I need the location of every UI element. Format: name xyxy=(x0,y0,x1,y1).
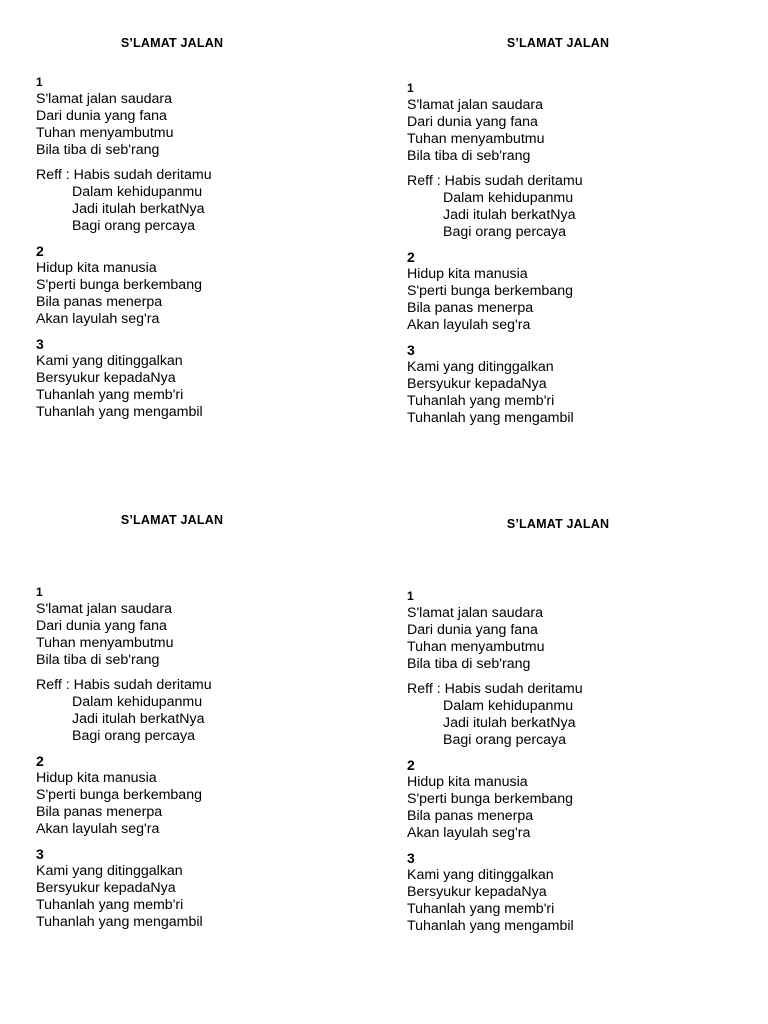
lyric-line: Dari dunia yang fana xyxy=(36,108,167,124)
lyric-line: S'lamat jalan saudara xyxy=(407,605,543,621)
lyric-line: Tuhan menyambutmu xyxy=(407,131,545,147)
lyric-line: Bagi orang percaya xyxy=(443,224,567,240)
song-title: S’LAMAT JALAN xyxy=(120,513,224,527)
verse-number: 3 xyxy=(36,846,44,862)
verse-number: 3 xyxy=(407,850,415,866)
lyric-line: Hidup kita manusia xyxy=(407,266,528,282)
lyric-line: Bagi orang percaya xyxy=(443,732,567,748)
lyric-line: Bersyukur kepadaNya xyxy=(407,884,547,900)
lyric-line: S'perti bunga berkembang xyxy=(407,283,573,299)
lyric-line: Akan layulah seg'ra xyxy=(407,317,531,333)
verse-number: 3 xyxy=(36,336,44,352)
lyric-line: S'lamat jalan saudara xyxy=(407,97,543,113)
lyric-line: S'perti bunga berkembang xyxy=(36,787,202,803)
lyric-line: Hidup kita manusia xyxy=(407,774,528,790)
lyric-line: Tuhanlah yang memb'ri xyxy=(407,901,555,917)
song-title: S’LAMAT JALAN xyxy=(120,36,224,50)
lyric-line: Jadi itulah berkatNya xyxy=(443,207,576,223)
lyric-line: Bagi orang percaya xyxy=(72,218,196,234)
lyric-line: Akan layulah seg'ra xyxy=(407,825,531,841)
verse-number: 1 xyxy=(36,75,43,89)
lyric-line: Kami yang ditinggalkan xyxy=(407,867,554,883)
lyric-line: Kami yang ditinggalkan xyxy=(36,863,183,879)
lyric-line: Bila tiba di seb'rang xyxy=(407,656,531,672)
lyric-line: Tuhan menyambutmu xyxy=(36,125,174,141)
lyric-line: Tuhanlah yang memb'ri xyxy=(36,387,184,403)
lyric-line: Bila panas menerpa xyxy=(36,804,163,820)
lyrics-body xyxy=(36,74,366,421)
verse-number: 2 xyxy=(407,757,415,773)
reff-line: Reff : Habis sudah deritamu xyxy=(407,681,583,697)
lyric-line: Dari dunia yang fana xyxy=(407,622,538,638)
lyric-line: S'perti bunga berkembang xyxy=(36,277,202,293)
lyric-line: Dari dunia yang fana xyxy=(407,114,538,130)
verse-number: 1 xyxy=(407,81,414,95)
lyric-line: Tuhanlah yang mengambil xyxy=(407,410,574,426)
lyric-line: Jadi itulah berkatNya xyxy=(72,711,205,727)
lyric-line: Hidup kita manusia xyxy=(36,770,157,786)
lyric-line: Tuhanlah yang mengambil xyxy=(36,914,203,930)
lyric-line: Bila tiba di seb'rang xyxy=(36,652,160,668)
song-title: S’LAMAT JALAN xyxy=(506,36,610,50)
song-title: S’LAMAT JALAN xyxy=(506,517,610,531)
lyric-line: Bagi orang percaya xyxy=(72,728,196,744)
lyric-line: Dari dunia yang fana xyxy=(36,618,167,634)
lyric-line: Tuhanlah yang mengambil xyxy=(407,918,574,934)
lyric-line: Dalam kehidupanmu xyxy=(72,184,203,200)
lyric-line: Dalam kehidupanmu xyxy=(443,698,574,714)
lyrics-body xyxy=(407,588,737,935)
lyric-line: Akan layulah seg'ra xyxy=(36,821,160,837)
verse-number: 2 xyxy=(407,249,415,265)
reff-line: Reff : Habis sudah deritamu xyxy=(36,677,212,693)
lyrics-body xyxy=(407,80,737,427)
lyric-line: Bila panas menerpa xyxy=(407,300,534,316)
lyric-line: Dalam kehidupanmu xyxy=(443,190,574,206)
lyric-line: Jadi itulah berkatNya xyxy=(72,201,205,217)
lyric-line: S'perti bunga berkembang xyxy=(407,791,573,807)
lyric-line: Bersyukur kepadaNya xyxy=(36,880,176,896)
lyric-line: Tuhanlah yang memb'ri xyxy=(407,393,555,409)
lyric-line: Jadi itulah berkatNya xyxy=(443,715,576,731)
lyric-line: S'lamat jalan saudara xyxy=(36,91,172,107)
lyric-line: Tuhan menyambutmu xyxy=(36,635,174,651)
lyric-line: Bila tiba di seb'rang xyxy=(407,148,531,164)
lyric-line: Tuhan menyambutmu xyxy=(407,639,545,655)
lyric-line: Kami yang ditinggalkan xyxy=(36,353,183,369)
lyric-line: Akan layulah seg'ra xyxy=(36,311,160,327)
verse-number: 2 xyxy=(36,753,44,769)
lyric-line: Hidup kita manusia xyxy=(36,260,157,276)
lyric-line: Tuhanlah yang mengambil xyxy=(36,404,203,420)
lyric-line: Tuhanlah yang memb'ri xyxy=(36,897,184,913)
lyric-line: Bersyukur kepadaNya xyxy=(407,376,547,392)
lyric-line: S'lamat jalan saudara xyxy=(36,601,172,617)
lyric-line: Bila panas menerpa xyxy=(36,294,163,310)
lyrics-body xyxy=(36,584,366,931)
verse-number: 2 xyxy=(36,243,44,259)
lyric-line: Kami yang ditinggalkan xyxy=(407,359,554,375)
reff-line: Reff : Habis sudah deritamu xyxy=(407,173,583,189)
verse-number: 3 xyxy=(407,342,415,358)
lyric-line: Bersyukur kepadaNya xyxy=(36,370,176,386)
lyric-line: Bila tiba di seb'rang xyxy=(36,142,160,158)
lyric-line: Dalam kehidupanmu xyxy=(72,694,203,710)
reff-line: Reff : Habis sudah deritamu xyxy=(36,167,212,183)
verse-number: 1 xyxy=(407,589,414,603)
lyric-line: Bila panas menerpa xyxy=(407,808,534,824)
verse-number: 1 xyxy=(36,585,43,599)
